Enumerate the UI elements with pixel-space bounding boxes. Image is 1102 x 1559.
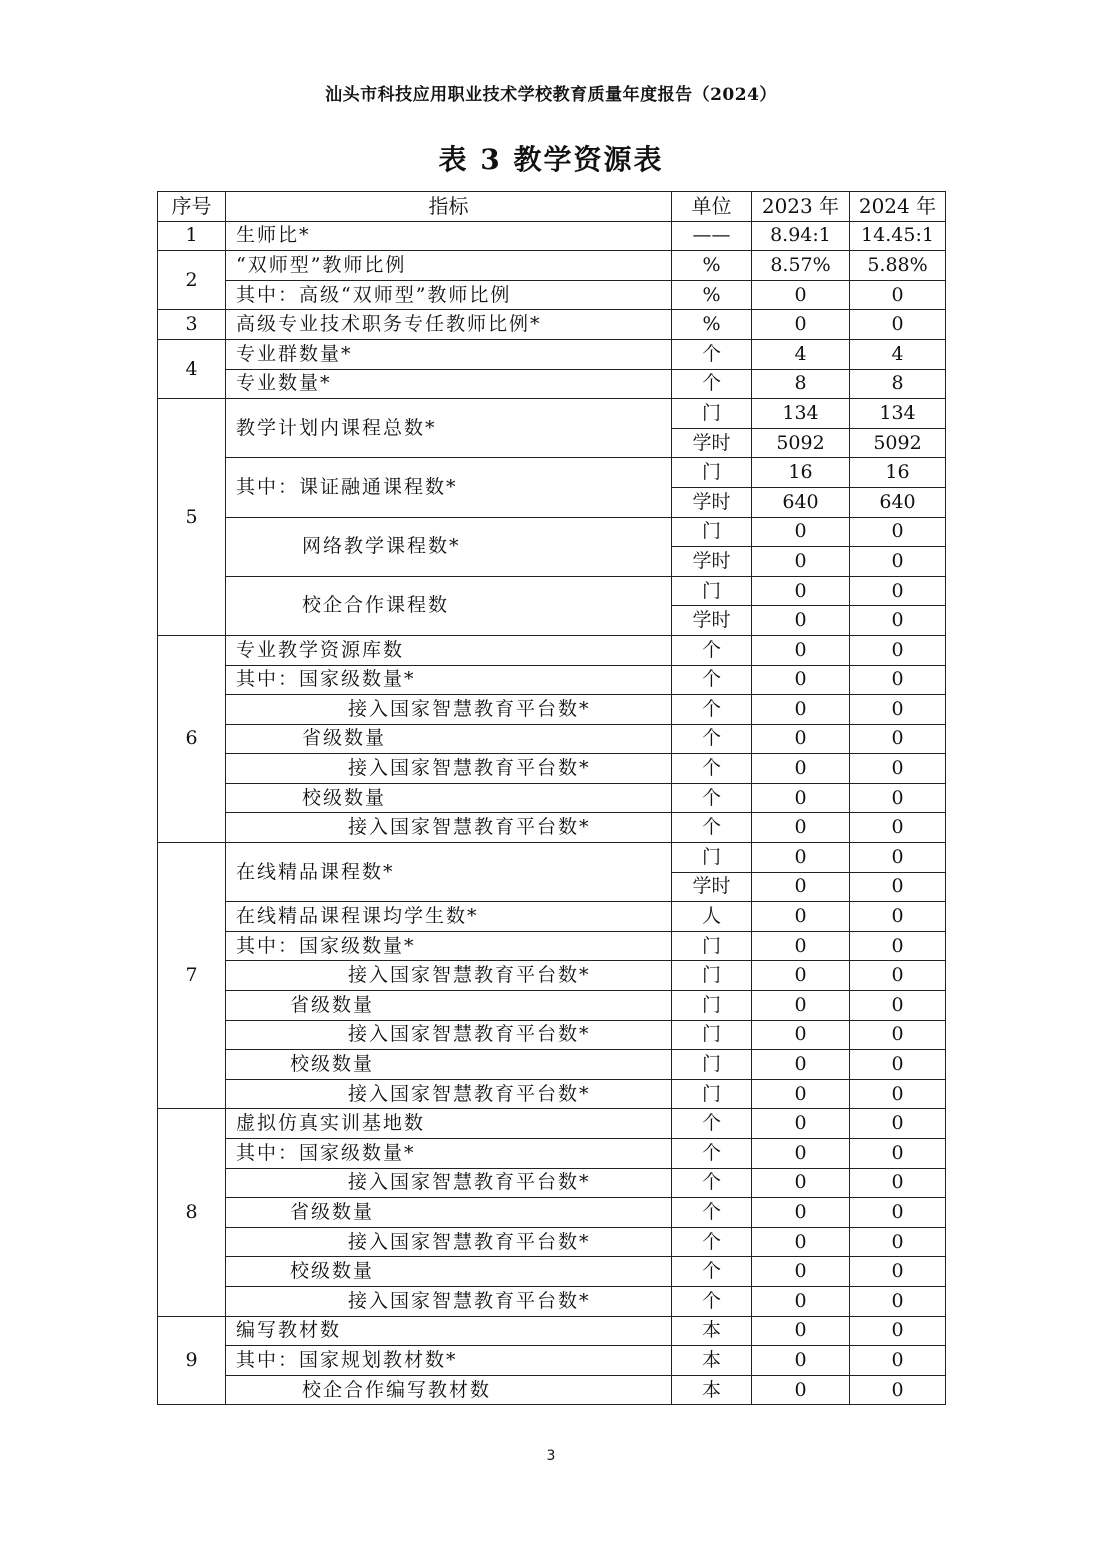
value-2023-cell: 0 [752,843,850,873]
indicator-cell: 编写教材数 [226,1316,672,1346]
unit-cell: 个 [672,635,752,665]
indicator-cell: 在线精品课程数* [226,843,672,902]
indicator-cell: 接入国家智慧教育平台数* [226,754,672,784]
value-2023-cell: 0 [752,695,850,725]
table-row [158,517,946,547]
value-2023-cell: 0 [752,813,850,843]
indicator-cell: 接入国家智慧教育平台数* [226,1079,672,1109]
indicator-cell: 其中：课证融通课程数* [226,458,672,517]
indicator-cell: 校级数量 [226,783,672,813]
table-title: 表 3 教学资源表 [438,143,664,176]
unit-cell: 个 [672,724,752,754]
value-2023-cell: 0 [752,310,850,340]
value-2024-cell: 0 [850,1050,946,1080]
indicator-cell: 其中：国家规划教材数* [226,1346,672,1376]
unit-cell: 门 [672,1079,752,1109]
indicator-cell: 虚拟仿真实训基地数 [226,1109,672,1139]
unit-cell: 个 [672,1227,752,1257]
unit-cell: 个 [672,1257,752,1287]
value-2023-cell: 0 [752,576,850,606]
table-row [158,724,946,754]
value-2024-cell: 0 [850,635,946,665]
value-2024-cell: 5.88% [850,251,946,281]
value-2024-cell: 0 [850,1168,946,1198]
value-2024-cell: 0 [850,783,946,813]
unit-cell: 学时 [672,547,752,577]
table-row [158,1346,946,1376]
seq-cell: 6 [158,635,226,842]
indicator-cell: 专业教学资源库数 [226,635,672,665]
indicator-cell: 其中：国家级数量* [226,1139,672,1169]
seq-cell: 2 [158,251,226,310]
indicator-cell: 专业数量* [226,369,672,399]
value-2023-cell: 0 [752,754,850,784]
value-2023-cell: 0 [752,1346,850,1376]
unit-cell: 人 [672,902,752,932]
unit-cell: 个 [672,1109,752,1139]
table-row [158,665,946,695]
indicator-cell: 校级数量 [226,1050,672,1080]
value-2024-cell: 0 [850,1375,946,1405]
unit-cell: 门 [672,1050,752,1080]
value-2023-cell: 0 [752,1286,850,1316]
table-row [158,1316,946,1346]
value-2023-cell: 0 [752,961,850,991]
unit-cell: 个 [672,369,752,399]
value-2023-cell: 0 [752,1375,850,1405]
unit-cell: 门 [672,843,752,873]
value-2023-cell: 0 [752,991,850,1021]
value-2024-cell: 14.45:1 [850,221,946,251]
column-header-2024: 2024 年 [850,192,946,222]
table-row [158,1198,946,1228]
seq-cell: 4 [158,339,226,398]
value-2024-cell: 640 [850,487,946,517]
value-2023-cell: 0 [752,1139,850,1169]
table-row [158,783,946,813]
value-2023-cell: 16 [752,458,850,488]
indicator-cell: 省级数量 [226,991,672,1021]
value-2024-cell: 0 [850,1198,946,1228]
indicator-cell: 接入国家智慧教育平台数* [226,813,672,843]
value-2023-cell: 0 [752,872,850,902]
unit-cell: 学时 [672,428,752,458]
value-2024-cell: 0 [850,1109,946,1139]
teaching-resources-table-container [157,191,945,1405]
unit-cell: 个 [672,783,752,813]
seq-cell: 1 [158,221,226,251]
table-body [158,221,946,1405]
value-2023-cell: 0 [752,665,850,695]
table-row [158,1257,946,1287]
value-2024-cell: 0 [850,1020,946,1050]
indicator-cell: 接入国家智慧教育平台数* [226,1168,672,1198]
value-2024-cell: 0 [850,813,946,843]
table-row [158,1079,946,1109]
value-2023-cell: 8.94:1 [752,221,850,251]
seq-cell: 8 [158,1109,226,1316]
value-2023-cell: 134 [752,399,850,429]
value-2024-cell: 0 [850,547,946,577]
unit-cell: 门 [672,1020,752,1050]
table-row [158,221,946,251]
value-2023-cell: 0 [752,1316,850,1346]
indicator-cell: 校企合作课程数 [226,576,672,635]
unit-cell: 门 [672,576,752,606]
value-2023-cell: 0 [752,931,850,961]
value-2024-cell: 0 [850,902,946,932]
table-row [158,576,946,606]
indicator-cell: 高级专业技术职务专任教师比例* [226,310,672,340]
table-row [158,754,946,784]
unit-cell: % [672,310,752,340]
table-row [158,1020,946,1050]
table-row [158,961,946,991]
unit-cell: 个 [672,665,752,695]
unit-cell: 个 [672,813,752,843]
indicator-cell: 其中：国家级数量* [226,931,672,961]
value-2024-cell: 0 [850,1257,946,1287]
unit-cell: % [672,251,752,281]
value-2023-cell: 0 [752,635,850,665]
table-row [158,1375,946,1405]
indicator-cell: 生师比* [226,221,672,251]
unit-cell: 个 [672,339,752,369]
value-2024-cell: 0 [850,517,946,547]
table-row [158,1109,946,1139]
value-2024-cell: 0 [850,1227,946,1257]
teaching-resources-table [157,191,946,1405]
table-row [158,1227,946,1257]
value-2024-cell: 16 [850,458,946,488]
value-2024-cell: 5092 [850,428,946,458]
value-2024-cell: 0 [850,310,946,340]
value-2024-cell: 0 [850,754,946,784]
table-row [158,1168,946,1198]
table-row [158,399,946,429]
value-2023-cell: 0 [752,783,850,813]
table-row [158,251,946,281]
value-2023-cell: 0 [752,517,850,547]
value-2024-cell: 0 [850,1079,946,1109]
table-row [158,280,946,310]
unit-cell: 门 [672,458,752,488]
table-row [158,695,946,725]
indicator-cell: 专业群数量* [226,339,672,369]
value-2024-cell: 4 [850,339,946,369]
unit-cell: 本 [672,1316,752,1346]
indicator-cell: 网络教学课程数* [226,517,672,576]
indicator-cell: 教学计划内课程总数* [226,399,672,458]
table-row [158,902,946,932]
value-2024-cell: 0 [850,724,946,754]
unit-cell: 门 [672,991,752,1021]
value-2024-cell: 0 [850,280,946,310]
value-2023-cell: 0 [752,547,850,577]
table-header-row [158,192,946,222]
value-2024-cell: 0 [850,931,946,961]
unit-cell: 个 [672,1139,752,1169]
value-2024-cell: 0 [850,1346,946,1376]
table-row [158,813,946,843]
unit-cell: % [672,280,752,310]
indicator-cell: 校级数量 [226,1257,672,1287]
indicator-cell: 其中：国家级数量* [226,665,672,695]
value-2024-cell: 0 [850,872,946,902]
value-2023-cell: 5092 [752,428,850,458]
value-2023-cell: 8.57% [752,251,850,281]
column-header-seq: 序号 [158,192,226,222]
value-2023-cell: 0 [752,1227,850,1257]
value-2023-cell: 0 [752,1079,850,1109]
value-2024-cell: 0 [850,843,946,873]
indicator-cell: 接入国家智慧教育平台数* [226,1286,672,1316]
value-2024-cell: 0 [850,1286,946,1316]
indicator-cell: 校企合作编写教材数 [226,1375,672,1405]
value-2023-cell: 0 [752,902,850,932]
value-2024-cell: 0 [850,695,946,725]
column-header-2023: 2023 年 [752,192,850,222]
indicator-cell: 省级数量 [226,1198,672,1228]
unit-cell: 个 [672,695,752,725]
unit-cell: 学时 [672,872,752,902]
value-2023-cell: 0 [752,1020,850,1050]
unit-cell: 学时 [672,606,752,636]
value-2023-cell: 0 [752,1257,850,1287]
table-row [158,458,946,488]
unit-cell: 门 [672,931,752,961]
value-2023-cell: 0 [752,1109,850,1139]
table-row [158,310,946,340]
seq-cell: 5 [158,399,226,636]
table-row [158,1139,946,1169]
page-number: 3 [546,1448,556,1464]
seq-cell: 3 [158,310,226,340]
unit-cell: —— [672,221,752,251]
table-row [158,1286,946,1316]
value-2023-cell: 4 [752,339,850,369]
table-row [158,635,946,665]
unit-cell: 个 [672,1168,752,1198]
column-header-indicator: 指标 [226,192,672,222]
value-2024-cell: 0 [850,606,946,636]
indicator-cell: 在线精品课程课均学生数* [226,902,672,932]
unit-cell: 本 [672,1346,752,1376]
seq-cell: 9 [158,1316,226,1405]
value-2024-cell: 0 [850,1316,946,1346]
value-2024-cell: 0 [850,665,946,695]
table-row [158,339,946,369]
value-2024-cell: 0 [850,576,946,606]
indicator-cell: 接入国家智慧教育平台数* [226,1020,672,1050]
value-2024-cell: 0 [850,991,946,1021]
unit-cell: 门 [672,961,752,991]
indicator-cell: 省级数量 [226,724,672,754]
unit-cell: 个 [672,754,752,784]
column-header-unit: 单位 [672,192,752,222]
indicator-cell: 接入国家智慧教育平台数* [226,695,672,725]
table-row [158,369,946,399]
value-2023-cell: 0 [752,1168,850,1198]
indicator-cell: 其中：高级“双师型”教师比例 [226,280,672,310]
indicator-cell: 接入国家智慧教育平台数* [226,1227,672,1257]
table-row [158,931,946,961]
indicator-cell: 接入国家智慧教育平台数* [226,961,672,991]
unit-cell: 门 [672,399,752,429]
value-2023-cell: 0 [752,724,850,754]
value-2023-cell: 0 [752,280,850,310]
value-2023-cell: 8 [752,369,850,399]
unit-cell: 学时 [672,487,752,517]
unit-cell: 个 [672,1286,752,1316]
value-2024-cell: 8 [850,369,946,399]
unit-cell: 门 [672,517,752,547]
indicator-cell: “双师型”教师比例 [226,251,672,281]
table-row [158,991,946,1021]
table-row [158,843,946,873]
value-2024-cell: 0 [850,1139,946,1169]
value-2023-cell: 0 [752,1050,850,1080]
table-row [158,1050,946,1080]
seq-cell: 7 [158,843,226,1109]
unit-cell: 个 [672,1198,752,1228]
value-2023-cell: 640 [752,487,850,517]
value-2023-cell: 0 [752,1198,850,1228]
value-2024-cell: 134 [850,399,946,429]
page-header: 汕头市科技应用职业技术学校教育质量年度报告（2024） [325,85,777,105]
value-2024-cell: 0 [850,961,946,991]
value-2023-cell: 0 [752,606,850,636]
unit-cell: 本 [672,1375,752,1405]
